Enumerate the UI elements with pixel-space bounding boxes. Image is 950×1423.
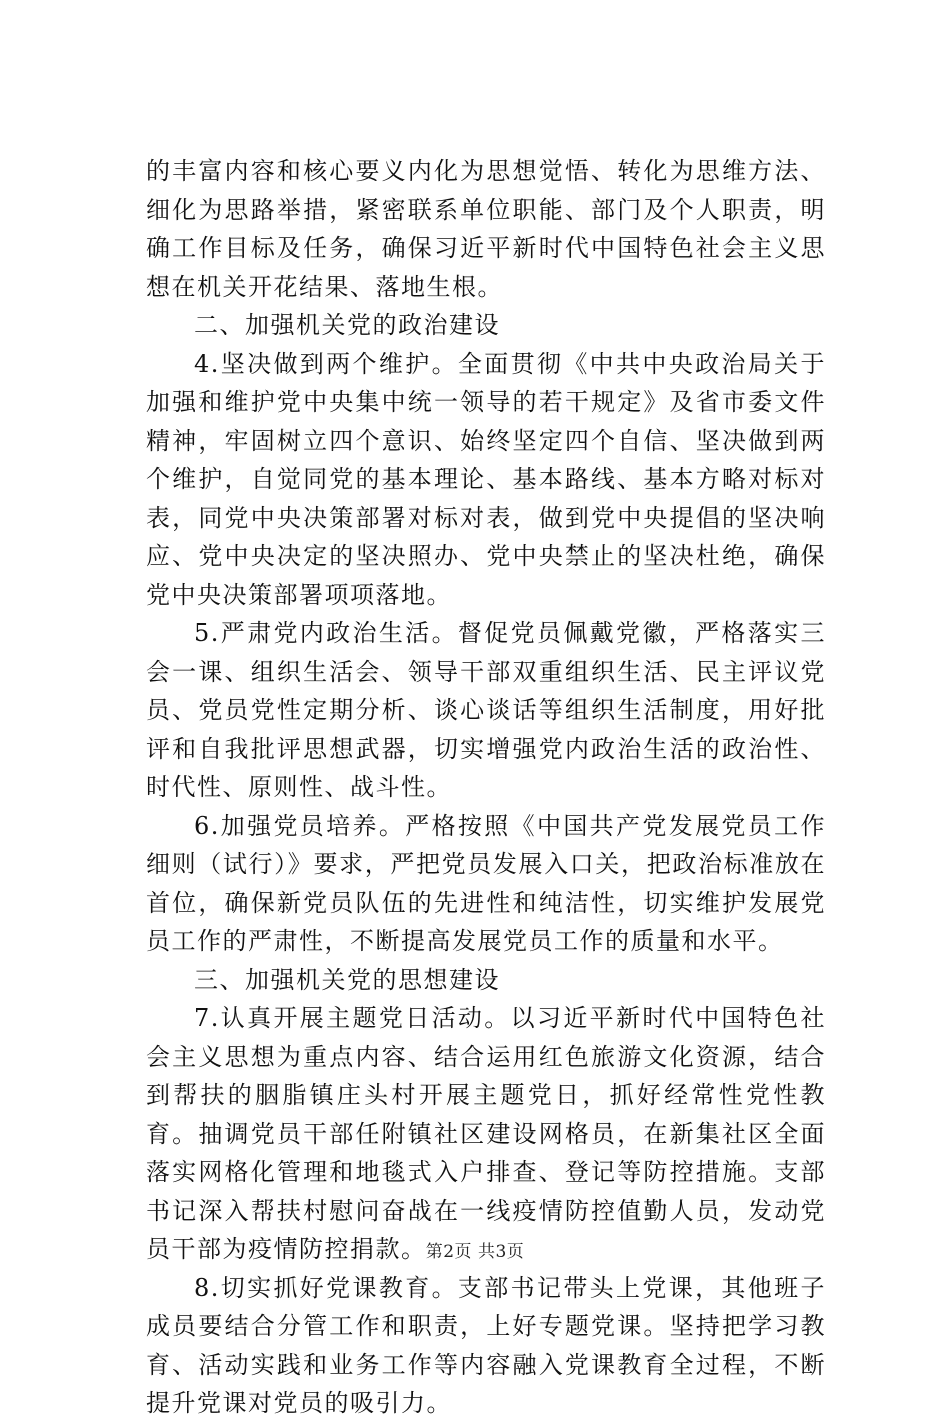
paragraph-item-8: 8.切实抓好党课教育。支部书记带头上党课，其他班子成员要结合分管工作和职责，上好专题党课。坚持把学习教育、活动实践和业务工作等内容融入党课教育全过程，不断提升党课对党员的吸引力。 — [146, 1273, 826, 1417]
document-body — [146, 152, 826, 1423]
section-heading-2: 二、加强机关党的政治建设 — [194, 311, 500, 339]
page-footer: 第2页 共3页 — [425, 1242, 525, 1262]
section-heading-3: 三、加强机关党的思想建设 — [194, 965, 500, 994]
paragraph-item-6: 6.加强党员培养。严格按照《中国共产党发展党员工作细则（试行）》要求，严把党员发展入口关，把政治标准放在首位，确保新党员队伍的先进性和纯洁性，切实维护发展党员工作的严肃性，不断提高发展党员工作的质量和水平。 — [146, 811, 826, 955]
paragraph-1: 的丰富内容和核心要义内化为思想觉悟、转化为思维方法、细化为思路举措，紧密联系单位职能、部门及个人职责，明确工作目标及任务，确保习近平新时代中国特色社会主义思想在机关开花结果、落地生根。 — [146, 157, 826, 301]
paragraph-item-5: 5.严肃党内政治生活。督促党员佩戴党徽，严格落实三会一课、组织生活会、领导干部双重组织生活、民主评议党员、党员党性定期分析、谈心谈话等组织生活制度，用好批评和自我批评思想武器，切实增强党内政治生活的政治性、时代性、原则性、战斗性。 — [146, 619, 826, 801]
paragraph-item-4: 4.坚决做到两个维护。全面贯彻《中共中央政治局关于加强和维护党中央集中统一领导的若干规定》及省市委文件精神，牢固树立四个意识、始终坚定四个自信、坚决做到两个维护，自觉同党的基本理论、基本路线、基本方略对标对表，同党中央决策部署对标对表，做到党中央提倡的坚决响应、党中央决定的坚决照办、党中央禁止的坚决杜绝，确保党中央决策部署项项落地。 — [146, 349, 826, 609]
paragraph-item-7: 7.认真开展主题党日活动。以习近平新时代中国特色社会主义思想为重点内容、结合运用红色旅游文化资源，结合到帮扶的胭脂镇庄头村开展主题党日，抓好经常性党性教育。抽调党员干部任附镇社区建设网格员，在新集社区全面落实网格化管理和地毯式入户排查、登记等防控措施。支部书记深入帮扶村慰问奋战在一线疫情防控值勤人员，发动党员干部为疫情防控捐款。 — [146, 1004, 826, 1263]
